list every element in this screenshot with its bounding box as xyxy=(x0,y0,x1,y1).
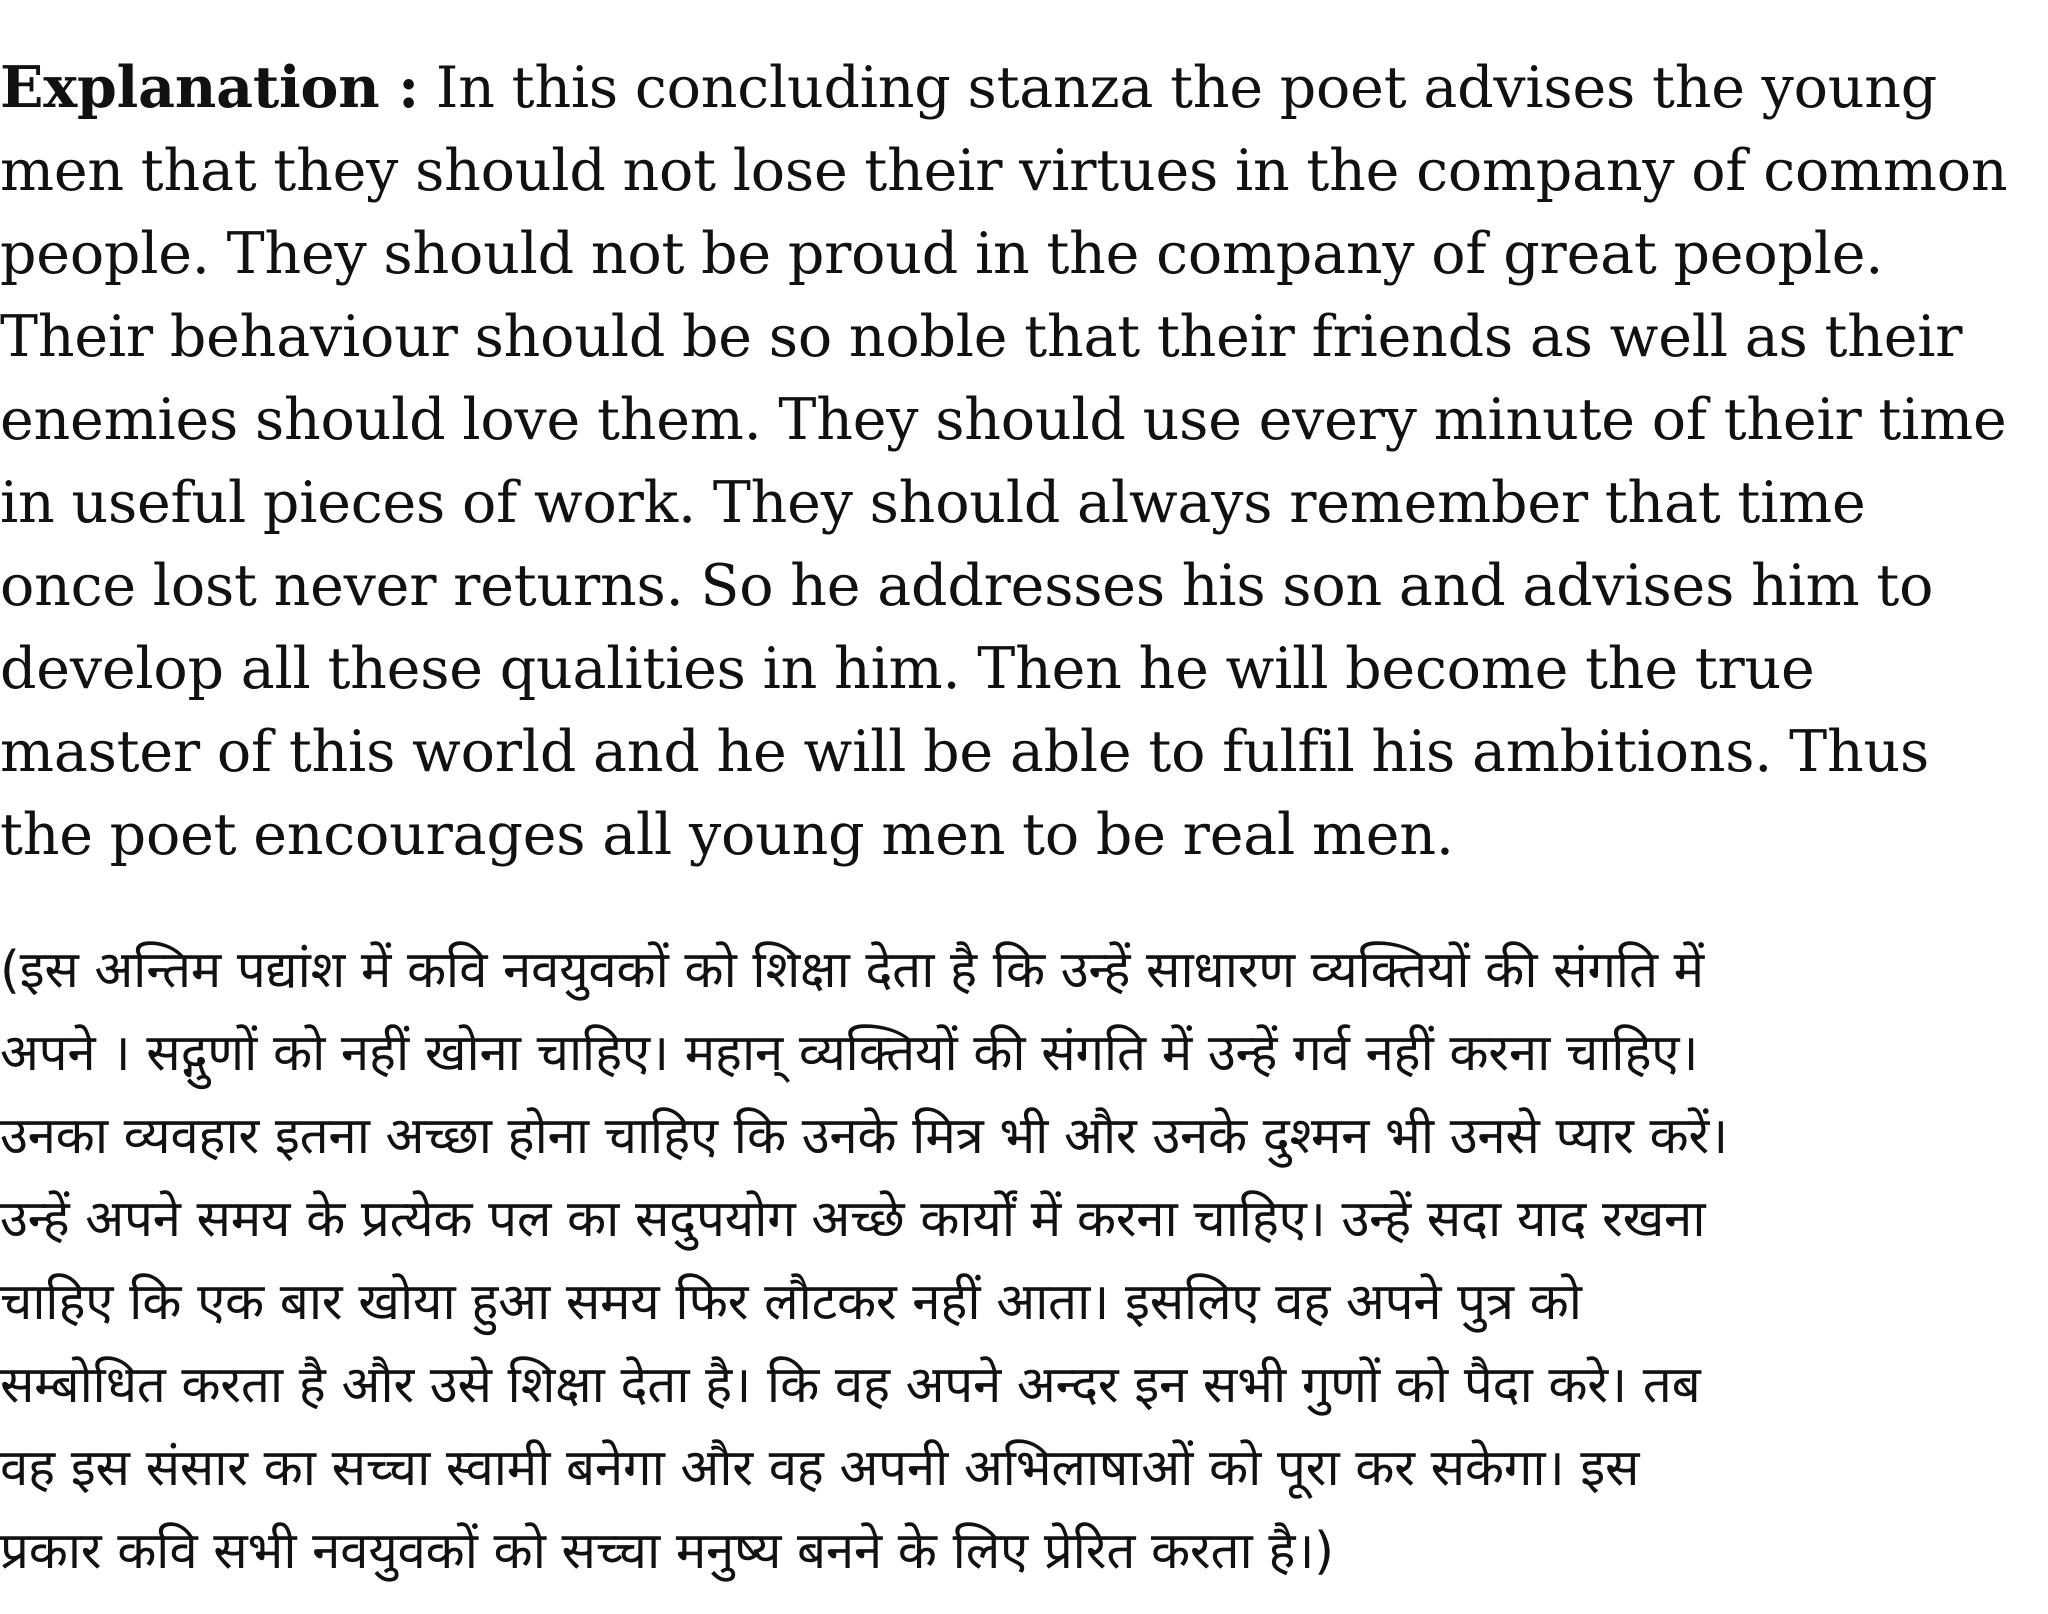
document-page xyxy=(0,46,2030,1593)
text-line-content: In this concluding stanza the poet advises the young xyxy=(418,55,1938,121)
text-line: enemies should love them. They should use every minute of their time xyxy=(0,387,2007,453)
explanation-label: Explanation : xyxy=(0,54,419,121)
text-line: अपने । सद्गुणों को नहीं खोना चाहिए। महान् व्यक्तियों की संगति में उन्हें गर्व नहीं करना चाहिए। xyxy=(0,1024,1699,1083)
text-line: प्रकार कवि सभी नवयुवकों को सच्चा मनुष्य बनने के लिए प्रेरित करता है।) xyxy=(0,1522,1334,1581)
text-line: वह इस संसार का सच्चा स्वामी बनेगा और वह अपनी अभिलाषाओं को पूरा कर सकेगा। इस xyxy=(0,1439,1640,1498)
text-line: (इस अन्तिम पद्यांश में कवि नवयुवकों को शिक्षा देता है कि उन्हें साधारण व्यक्तियों की संगति में xyxy=(0,941,1704,1000)
text-line: चाहिए कि एक बार खोया हुआ समय फिर लौटकर नहीं आता। इसलिए वह अपने पुत्र को xyxy=(0,1273,1582,1332)
text-line: master of this world and he will be able to fulfil his ambitions. Thus xyxy=(0,719,1930,785)
text-line: men that they should not lose their virtues in the company of common xyxy=(0,138,2008,204)
text-line xyxy=(0,46,2030,130)
text-line: the poet encourages all young men to be real men. xyxy=(0,802,1454,868)
text-line: in useful pieces of work. They should always remember that time xyxy=(0,470,1866,536)
text-line: develop all these qualities in him. Then he will become the true xyxy=(0,636,1815,702)
english-explanation-paragraph xyxy=(0,46,2030,877)
hindi-translation-paragraph xyxy=(0,929,2030,1593)
text-line: Their behaviour should be so noble that their friends as well as their xyxy=(0,304,1963,370)
text-line: उन्हें अपने समय के प्रत्येक पल का सदुपयोग अच्छे कार्यों में करना चाहिए। उन्हें सदा याद रखना xyxy=(0,1190,1706,1249)
text-line: once lost never returns. So he addresses his son and advises him to xyxy=(0,553,1934,619)
text-line: उनका व्यवहार इतना अच्छा होना चाहिए कि उनके मित्र भी और उनके दुश्मन भी उनसे प्यार करें। xyxy=(0,1107,1728,1166)
text-line: people. They should not be proud in the company of great people. xyxy=(0,221,1884,287)
text-line: सम्बोधित करता है और उसे शिक्षा देता है। कि वह अपने अन्दर इन सभी गुणों को पैदा करे। तब xyxy=(0,1356,1701,1415)
